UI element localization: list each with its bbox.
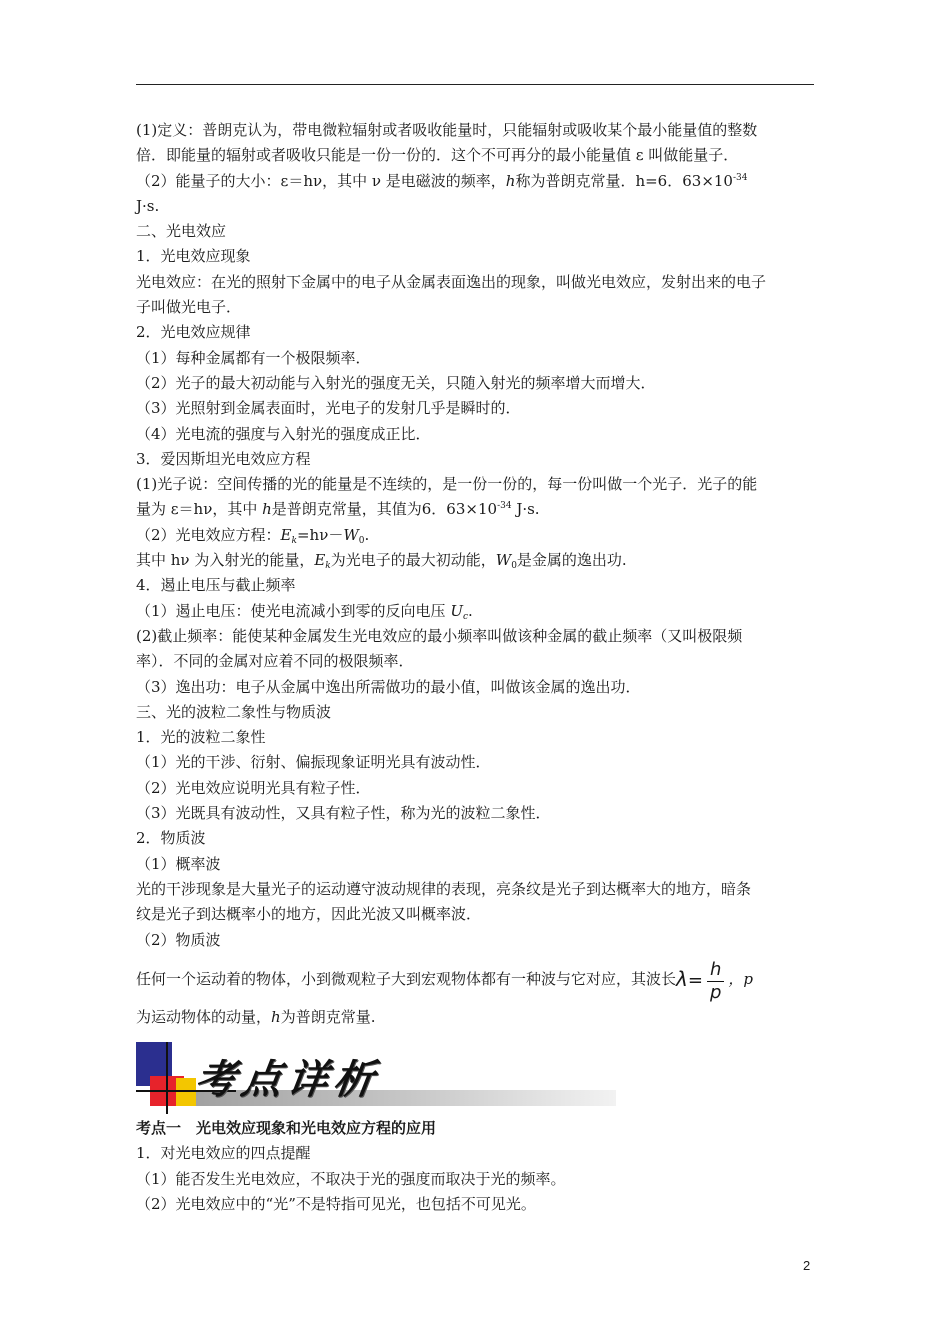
banner-vertical-line xyxy=(166,1042,168,1114)
denominator: p xyxy=(709,981,722,1003)
text-line: 光的干涉现象是大量光子的运动遵守波动规律的表现，亮条纹是光子到达概率大的地方，暗条 xyxy=(136,879,752,898)
subsection-heading: 3．爱因斯坦光电效应方程 xyxy=(136,449,311,468)
text-line: 倍．即能量的辐射或者吸收只能是一份一份的．这个不可再分的最小能量值 ε 叫做能量子． xyxy=(136,146,739,165)
text-span: 是普朗克常量，其值为6．63×10 xyxy=(271,500,498,519)
subscript: 0 xyxy=(511,561,517,572)
text-span: 量为 ε＝hν，其中 xyxy=(136,500,263,519)
page-number: 2 xyxy=(803,1258,811,1273)
text-span: 是金属的逸出功. xyxy=(516,551,627,570)
section-banner xyxy=(136,1042,616,1114)
equation-explanation-line xyxy=(136,548,816,573)
subsection-heading: 1．光的波粒二象性 xyxy=(136,728,266,747)
text-line: （1）能否发生光电效应，不取决于光的强度而取决于光的频率。 xyxy=(136,1169,566,1188)
symbol-E: E xyxy=(314,551,326,570)
text-line: （3）光照射到金属表面时，光电子的发射几乎是瞬时的． xyxy=(136,399,521,418)
symbol-h: h xyxy=(262,500,272,519)
text-line: （2）光子的最大初动能与入射光的强度无关，只随入射光的频率增大而增大． xyxy=(136,373,656,392)
text-line: （2）物质波 xyxy=(136,930,221,949)
stop-voltage-line xyxy=(136,599,816,624)
text-line: （2）光电效应说明光具有粒子性． xyxy=(136,778,371,797)
text-line: （1）每种金属都有一个极限频率． xyxy=(136,348,371,367)
energy-quantum-line xyxy=(136,169,816,194)
text-line: （4）光电流的强度与入射光的强度成正比． xyxy=(136,424,431,443)
symbol-h: h xyxy=(271,1007,281,1026)
text-span: . xyxy=(468,601,473,620)
header-rule xyxy=(136,84,814,85)
symbol-lambda: λ xyxy=(676,966,688,991)
subscript: k xyxy=(325,561,331,572)
text-span: 为运动物体的动量， xyxy=(136,1007,272,1026)
text-line: 子叫做光电子． xyxy=(136,298,242,317)
equals-sign: = xyxy=(687,969,703,991)
symbol-U: U xyxy=(450,601,463,620)
subsection-heading: 1．光电效应现象 xyxy=(136,247,251,266)
subsection-heading: 4．遏止电压与截止频率 xyxy=(136,576,296,595)
text-span: 其中 hν 为入射光的能量， xyxy=(136,551,315,570)
exponent: -34 xyxy=(732,172,748,183)
text-span: 为普朗克常量. xyxy=(280,1007,376,1026)
text-span: 任何一个运动着的物体，小到微观粒子大到宏观物体都有一种波与它对应，其波长 xyxy=(136,969,677,988)
text-line: （1）概率波 xyxy=(136,854,221,873)
planck-value: h=6．63×10 xyxy=(635,171,733,190)
text-span: （2）能量子的大小： xyxy=(136,171,281,190)
text-span: 为光电子的最大初动能， xyxy=(330,551,496,570)
text-line: 光电效应：在光的照射下金属中的电子从金属表面逸出的现象，叫做光电效应，发射出来的电子 xyxy=(136,272,767,291)
text-span: =hν－ xyxy=(296,525,344,544)
subscript: 0 xyxy=(358,535,365,546)
subscript: c xyxy=(462,611,469,622)
text-line: (1)光子说：空间传播的光的能量是不连续的，是一份一份的，每一份叫做一个光子．光子的能 xyxy=(136,475,758,494)
text-span: 称为普朗克常量． xyxy=(515,171,636,190)
document-body xyxy=(136,118,816,1030)
subsection-heading: 2．光电效应规律 xyxy=(136,323,251,342)
section-title: 考点一 光电效应现象和光电效应方程的应用 xyxy=(136,1119,437,1137)
photoelectric-equation-line xyxy=(136,523,816,548)
text-line: (1)定义：普朗克认为，带电微粒辐射或者吸收能量时，只能辐射或吸收某个最小能量值的整数 xyxy=(136,121,758,139)
text-line: （3）逸出功：电子从金属中逸出所需做功的最小值，叫做该金属的逸出功． xyxy=(136,677,641,696)
subscript: k xyxy=(291,535,297,546)
text-line: （1）光的干涉、衍射、偏振现象证明光具有波动性． xyxy=(136,753,491,772)
text-span: （1）遏止电压：使光电流减小到零的反向电压 xyxy=(136,601,451,620)
text-span: ，其中 ν 是电磁波的频率， xyxy=(322,171,506,190)
text-line: （3）光既具有波动性，又具有粒子性，称为光的波粒二象性． xyxy=(136,804,551,823)
momentum-line xyxy=(136,1005,816,1030)
text-line: J·s. xyxy=(136,196,160,215)
matter-wave-line xyxy=(136,953,816,1005)
exponent: -34 xyxy=(497,501,512,512)
text-span: J·s. xyxy=(511,500,540,519)
text-span: . xyxy=(364,525,370,544)
symbol-h: h xyxy=(505,171,516,190)
symbol-W: W xyxy=(343,525,359,544)
photon-energy-line xyxy=(136,497,816,522)
symbol-E: E xyxy=(280,525,292,544)
subsection-heading: 2．物质波 xyxy=(136,829,206,848)
numerator: h xyxy=(707,959,724,982)
section-heading: 二、光电效应 xyxy=(136,222,227,241)
formula: ε＝hν xyxy=(280,171,323,190)
text-span: （2）光电效应方程： xyxy=(136,525,281,544)
wavelength-formula xyxy=(676,953,728,1007)
banner-title: 考点详析 xyxy=(192,1056,383,1103)
text-line: 纹是光子到达概率小的地方，因此光波又叫概率波． xyxy=(136,905,482,924)
text-line: （2）光电效应中的“光”不是特指可见光，也包括不可见光。 xyxy=(136,1194,536,1213)
text-line: 1．对光电效应的四点提醒 xyxy=(136,1144,311,1163)
symbol-W: W xyxy=(495,551,512,570)
section-heading: 三、光的波粒二象性与物质波 xyxy=(136,702,332,721)
text-line: 率）．不同的金属对应着不同的极限频率． xyxy=(136,652,414,671)
text-line: (2)截止频率：能使某种金属发生光电效应的最小频率叫做该种金属的截止频率（又叫极限频 xyxy=(136,626,743,645)
fraction xyxy=(707,959,724,1004)
text-span: ，p xyxy=(728,969,753,988)
section-body xyxy=(136,1116,816,1217)
